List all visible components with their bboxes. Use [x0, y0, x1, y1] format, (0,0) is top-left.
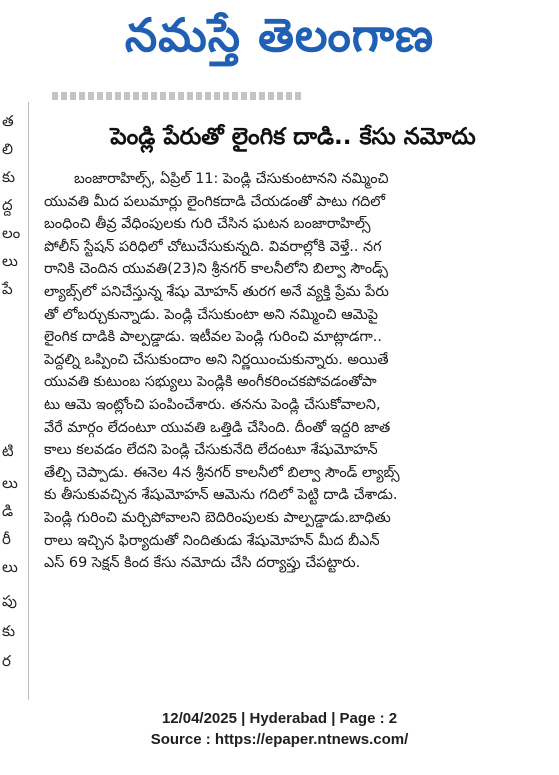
article-line: రానికి చెందిన యువతి(23)ని శ్రీనగర్ కాలనీలోని బిల్వా సౌండ్స్: [44, 261, 389, 278]
strip-glyph: పే: [2, 280, 13, 298]
masthead: [0, 0, 559, 70]
strip-glyph: లి: [2, 140, 13, 158]
strip-glyph: కు: [2, 168, 16, 186]
article-line: పెద్దల్ని ఒప్పించి చేసుకుందాం అని నిర్ణయించుకున్నారు. అయితే: [44, 351, 389, 368]
newspaper-logo: నమస్తే తెలంగాణ: [124, 8, 435, 62]
strip-glyph: లం: [2, 224, 21, 242]
footer: [0, 708, 559, 750]
strip-glyph: రీ: [2, 530, 11, 548]
article-line: ఎస్ 69 సెక్షన్ కింద కేసు నమోదు చేసి దర్యాప్తు చేపట్టారు.: [44, 555, 361, 572]
strip-glyph: లు: [2, 474, 18, 492]
article-headline: పెండ్లి పేరుతో లైంగిక దాడి.. కేసు నమోదు: [110, 124, 476, 150]
strip-glyph: త: [2, 112, 14, 130]
article-line: యువతి మీద పలుమార్లు లైంగికదాడి చేయడంతో పాటు గదిలో: [44, 193, 386, 210]
source-line: Source : https://epaper.ntnews.com/: [150, 731, 409, 748]
strip-glyph: డి: [2, 502, 14, 520]
article-line: తో లోబర్చుకున్నాడు. పెండ్లి చేసుకుంటా అని నమ్మించి ఆమెపై: [44, 306, 379, 323]
article-line: యువతి కుటుంబ సభ్యులు పెండ్లికి అంగీకరించకపోవడంతోపా: [44, 374, 377, 391]
article-line: కాలు కలవడం లేదని పెండ్లి చేసుకునేది లేదంటూ శేషుమోహన్: [44, 442, 378, 459]
cropped-previous-text: [52, 92, 302, 100]
strip-glyph: ర: [2, 652, 11, 670]
strip-glyph: పు: [2, 592, 17, 610]
article-line: వేరే మార్గం లేదంటూ యువతి ఒత్తిడి చేసింది. దీంతో ఇద్దరి జాత: [44, 419, 391, 436]
edition-meta: 12/04/2025 | Hyderabad | Page : 2: [161, 710, 398, 727]
article-line: టు ఆమె ఇంట్లోంచి పంపించేశారు. తనను పెండ్లి చేసుకోవాలని,: [44, 396, 381, 413]
article-line: బంధించి తీవ్ర వేధింపులకు గురి చేసిన ఘటన బంజారాహిల్స్: [44, 216, 371, 233]
strip-glyph: కు: [2, 622, 16, 640]
article-line: పెండ్లి గురించి మర్చిపోవాలని బెదిరింపులకు పాల్పడ్డాడు.బాధితు: [44, 509, 391, 526]
article-line: లైంగిక దాడికి పాల్పడ్డాడు. ఇటీవల పెండ్లి గురించి మాట్లాడగా..: [44, 329, 382, 346]
article-clipping: [0, 82, 540, 700]
strip-glyph: ద్ద: [2, 196, 13, 214]
adjacent-column-strip: [0, 82, 26, 700]
article-line: పోలీస్ స్టేషన్ పరిధిలో చోటుచేసుకున్నది. వివరాల్లోకి వెళ్తే.. నగ: [44, 238, 382, 255]
article-line: బంజారాహిల్స్, ఏప్రిల్ 11: పెండ్లి చేసుకుంటానని నమ్మించి: [74, 171, 389, 187]
article-line: ల్యాబ్స్‌లో పనిచేస్తున్న శేషు మోహన్ తురగ అనే వ్యక్తి ప్రేమ పేరు: [44, 283, 389, 300]
strip-glyph: లు: [2, 558, 18, 576]
strip-glyph: లు: [2, 252, 18, 270]
article-body: [44, 168, 538, 575]
article-line: తేల్చి చెప్పాడు. ఈనెల 4న శ్రీనగర్ కాలనీలో బిల్వా సౌండ్ ల్యాబ్స్: [44, 464, 400, 481]
article-line: కు తీసుకువచ్చిన శేషుమోహన్ ఆమెను గదిలో పెట్టి దాడి చేశాడు.: [44, 487, 398, 504]
article-line: రాలు ఇచ్చిన ఫిర్యాదుతో నిందితుడు శేషుమోహన్ మీద బీఎన్: [44, 532, 380, 549]
strip-glyph: టి: [2, 442, 14, 460]
column-divider: [28, 102, 29, 700]
